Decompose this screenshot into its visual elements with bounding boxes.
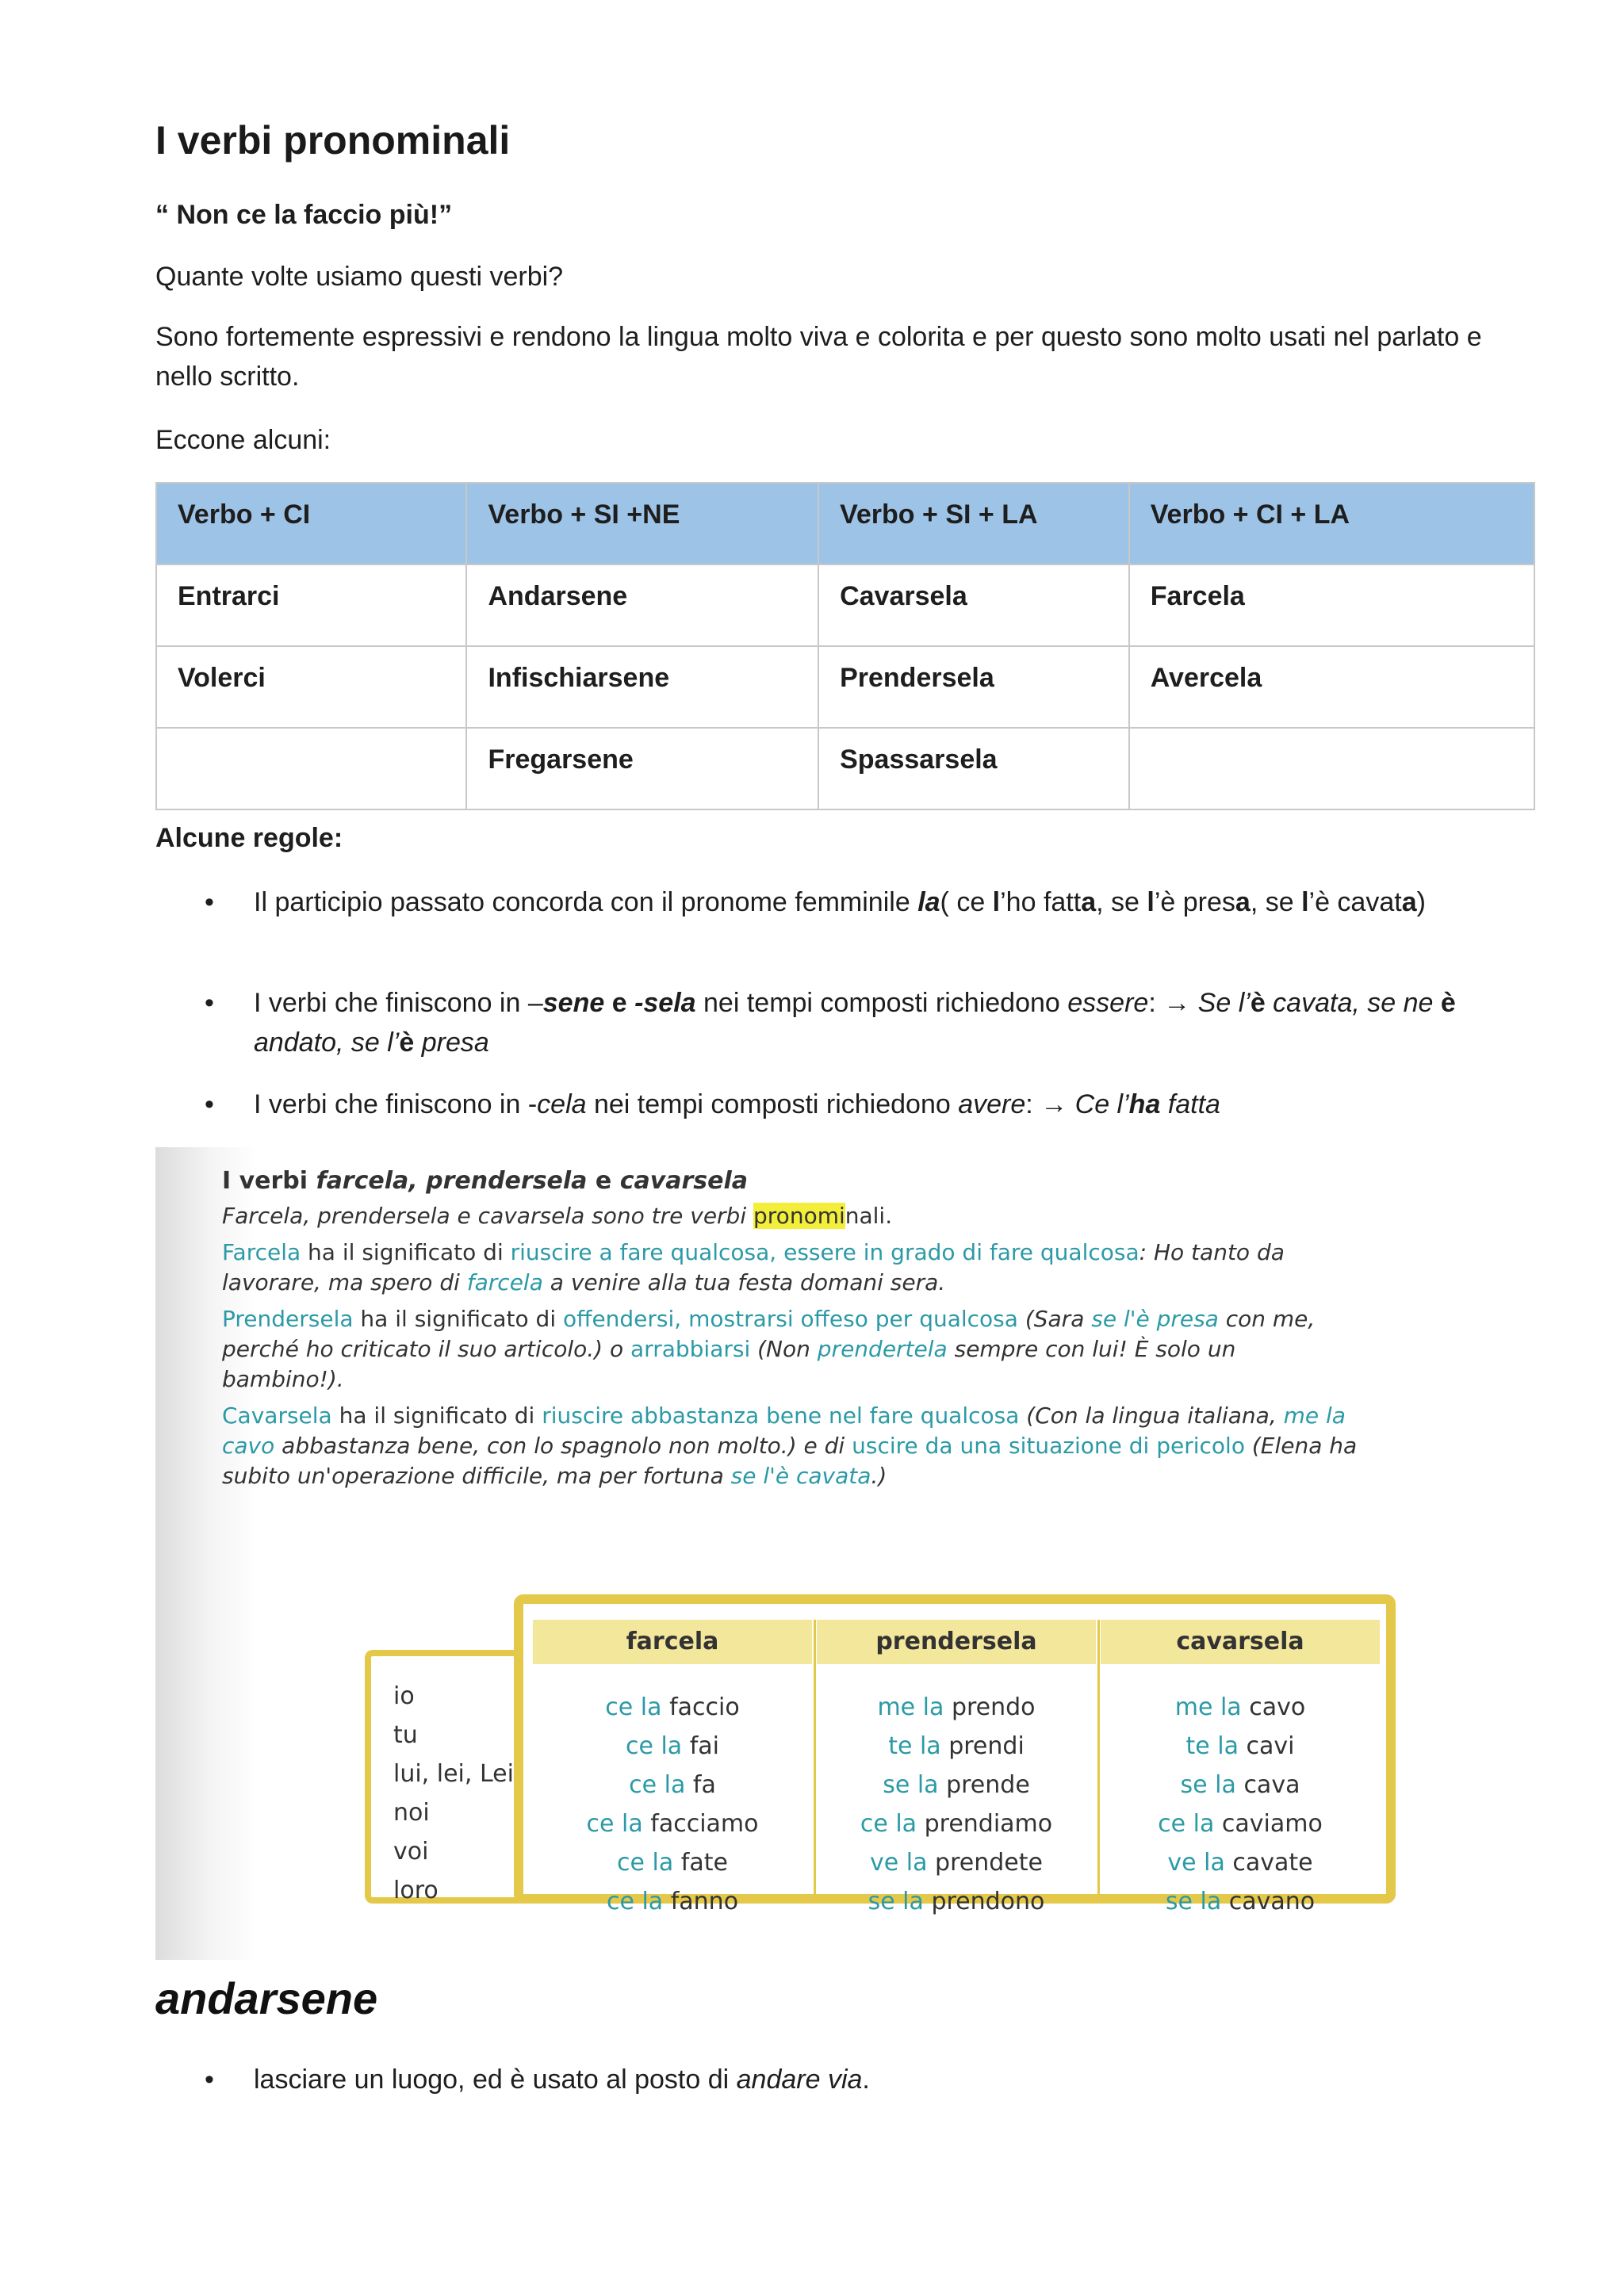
table-cell: Volerci [156,646,466,728]
bullet-icon: • [205,1089,214,1119]
conjugation-header: cavarsela [1101,1620,1380,1664]
section-heading: andarsene [155,1973,378,2023]
intro-text: Sono fortemente espressivi e rendono la lingua molto viva e colorita e per questo sono molto usati nel parlato e nello scritto. [155,322,1482,392]
conjugation-column-prendersela [817,1620,1096,1921]
table-cell: Spassarsela [818,728,1129,809]
table-row [156,564,1534,646]
table-cell: Avercela [1129,646,1534,728]
pronoun: noi [393,1799,430,1827]
conjugation-forms: ce la faccio ce la fai ce la fa ce la facciamo ce la fate ce la fanno [586,1693,759,1915]
excerpt-heading: I verbi farcela, prendersela e cavarsela [222,1167,749,1195]
page-title: I verbi pronominali [155,118,511,163]
table-cell: Entrarci [156,564,466,646]
pronoun: voi [393,1838,429,1866]
pronoun-list [393,1677,514,1910]
conjugation-forms: me la cavo te la cavi se la cava ce la caviamo ve la cavate se la cavano [1158,1693,1323,1915]
table-cell: Cavarsela [818,564,1129,646]
table-row [156,728,1534,809]
table-cell: Andarsene [466,564,818,646]
pronoun: tu [393,1721,418,1749]
table-cell [156,728,466,809]
rules-heading: Alcune regole: [155,823,343,853]
bullet-icon: • [205,988,214,1018]
bullet-icon: • [205,887,214,917]
verb-table [155,482,1535,810]
conjugation-table [365,1594,1396,1915]
pronoun: loro [393,1877,439,1904]
excerpt-paragraph: Farcela, prendersela e cavarsela sono tre verbi pronominali. [222,1203,893,1229]
intro-question: Quante volte usiamo questi verbi? [155,262,564,292]
highlight: pronomi [753,1203,845,1229]
excerpt-paragraph: Cavarsela ha il significato di riuscire abbastanza bene nel fare qualcosa (Con la lingua italiana, me la cavo abbastanza bene, con lo spagnolo non molto.) e di uscire da una situazione di pericolo (Elena ha subito un'operazione difficile, ma per fortuna se l'è cavata.) [222,1402,1358,1489]
rule-text: I verbi che finiscono in -cela nei tempi composti richiedono avere: → Ce l’ha fatta [254,1089,1220,1119]
table-cell: Fregarsene [466,728,818,809]
conjugation-box [514,1594,1396,1915]
conjugation-column-cavarsela [1101,1620,1380,1921]
quote: “ Non ce la faccio più!” [155,200,453,230]
conjugation-header: prendersela [817,1620,1096,1664]
verb-table-header-row [156,483,1534,564]
verb-table-header: Verbo + CI + LA [1129,483,1534,564]
excerpt-paragraph: Farcela ha il significato di riuscire a fare qualcosa, essere in grado di fare qualcosa: Ho tanto da lavorare, ma spero di farcela a venire alla tua festa domani sera. [222,1239,1285,1295]
conjugation-column-farcela [533,1620,812,1921]
rule-text: I verbi che finiscono in –sene e -sela nei tempi composti richiedono essere: → Se l’è cavata, se ne è andato, se l’è presa [254,988,1456,1058]
verb-table-header: Verbo + SI + LA [818,483,1129,564]
table-cell [1129,728,1534,809]
bullet-icon: • [205,2064,214,2095]
rule-text: Il participio passato concorda con il pronome femminile la( ce l’ho fatta, se l’è presa, se l’è cavata) [254,887,1426,917]
examples-intro: Eccone alcuni: [155,425,331,455]
conjugation-header: farcela [533,1620,812,1664]
column-divider [814,1620,816,1897]
textbook-excerpt-image [155,1147,1385,1960]
conjugation-forms: me la prendo te la prendi se la prende ce la prendiamo ve la prendete se la prendono [860,1693,1053,1915]
pronoun: io [393,1682,415,1710]
definition-text: lasciare un luogo, ed è usato al posto di andare via. [254,2064,870,2095]
verb-table-header: Verbo + SI +NE [466,483,818,564]
table-cell: Infischiarsene [466,646,818,728]
excerpt-paragraph: Prendersela ha il significato di offendersi, mostrarsi offeso per qualcosa (Sara se l'è presa con me, perché ho criticato il suo articolo.) o arrabbiarsi (Non prendertela sempre con lui! È solo un bambino!). [222,1306,1316,1392]
verb-table-header: Verbo + CI [156,483,466,564]
column-divider [1097,1620,1100,1897]
table-row [156,646,1534,728]
table-cell: Prendersela [818,646,1129,728]
table-cell: Farcela [1129,564,1534,646]
pronoun: lui, lei, Lei [393,1760,514,1788]
